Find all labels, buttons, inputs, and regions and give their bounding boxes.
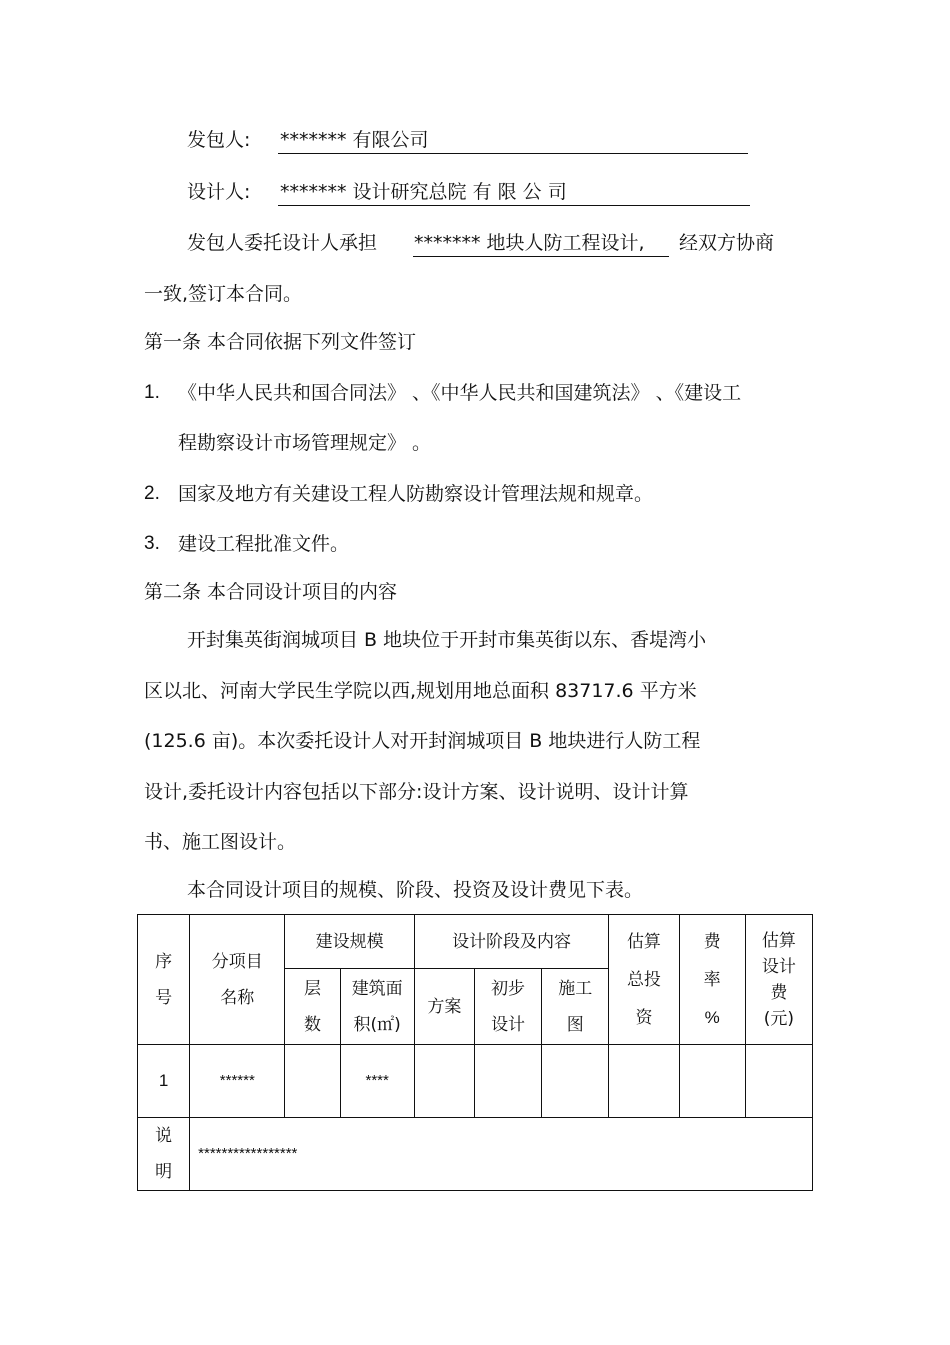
header-rate: 费 率 %: [679, 915, 745, 1045]
designer-value: ******* 设计研究总院 有 限 公 司: [280, 181, 567, 203]
cell-rate: [679, 1045, 745, 1118]
item3-text: 建设工程批准文件。: [178, 533, 350, 555]
header-investment: 估算 总投 资: [609, 915, 679, 1045]
cell-seq: 1: [138, 1045, 190, 1118]
table-row: [138, 1045, 813, 1118]
para1-line3: (125.6 亩)。本次委托设计人对开封润城项目 B 地块进行人防工程: [144, 730, 701, 752]
header-design-fee: 估算 设计 费 (元): [745, 915, 812, 1045]
header-seq: 序 号: [138, 915, 190, 1045]
cell-item-name: ******: [190, 1045, 285, 1118]
header-construction-drawing: 施工 图: [542, 969, 609, 1045]
header-floor-area: 建筑面 积(㎡): [340, 969, 414, 1045]
table-header-row-1: [138, 915, 813, 969]
cell-construction: [542, 1045, 609, 1118]
header-floors: 层 数: [285, 969, 340, 1045]
intro-line2: 一致,签订本合同。: [144, 283, 303, 305]
item1-line2: 程勘察设计市场管理规定》 。: [178, 432, 432, 454]
designer-label: 设计人:: [187, 181, 251, 203]
header-scale: 建设规模: [285, 915, 414, 969]
table-note-row: [138, 1118, 813, 1191]
intro-underline: [413, 256, 669, 257]
design-fee-table: [137, 914, 813, 1191]
article2-title: 第二条 本合同设计项目的内容: [144, 581, 398, 603]
cell-investment: [609, 1045, 679, 1118]
item2-text: 国家及地方有关建设工程人防勘察设计管理法规和规章。: [178, 483, 654, 505]
cell-preliminary: [474, 1045, 541, 1118]
item3-number: 3.: [144, 533, 160, 554]
intro-underlined: ******* 地块人防工程设计,: [414, 232, 645, 254]
item1-number: 1.: [144, 382, 160, 403]
para1-line2: 区以北、河南大学民生学院以西,规划用地总面积 83717.6 平方米: [144, 680, 697, 702]
header-plan: 方案: [414, 969, 474, 1045]
header-stage: 设计阶段及内容: [414, 915, 609, 969]
designer-underline: [278, 205, 750, 206]
note-value: *****************: [190, 1118, 813, 1191]
para2: 本合同设计项目的规模、阶段、投资及设计费见下表。: [187, 879, 644, 901]
note-label: 说 明: [138, 1118, 190, 1191]
employer-underline: [278, 153, 748, 154]
employer-value: ******* 有限公司: [280, 129, 429, 151]
header-item-name: 分项目 名称: [190, 915, 285, 1045]
cell-floor-area: ****: [340, 1045, 414, 1118]
cell-floors: [285, 1045, 340, 1118]
cell-design-fee: [745, 1045, 812, 1118]
item1-line1: 《中华人民共和国合同法》 、《中华人民共和国建筑法》 、《建设工: [178, 382, 742, 404]
employer-label: 发包人:: [187, 129, 251, 151]
item2-number: 2.: [144, 483, 160, 504]
article1-title: 第一条 本合同依据下列文件签订: [144, 331, 417, 353]
para1-line4: 设计,委托设计内容包括以下部分:设计方案、设计说明、设计计算: [144, 781, 689, 803]
header-preliminary: 初步 设计: [474, 969, 541, 1045]
para1-line5: 书、施工图设计。: [144, 831, 297, 853]
intro-suffix: 经双方协商: [679, 232, 775, 254]
intro-prefix: 发包人委托设计人承担: [187, 232, 378, 254]
cell-plan: [414, 1045, 474, 1118]
para1-line1: 开封集英街润城项目 B 地块位于开封市集英街以东、香堤湾小: [187, 629, 707, 651]
